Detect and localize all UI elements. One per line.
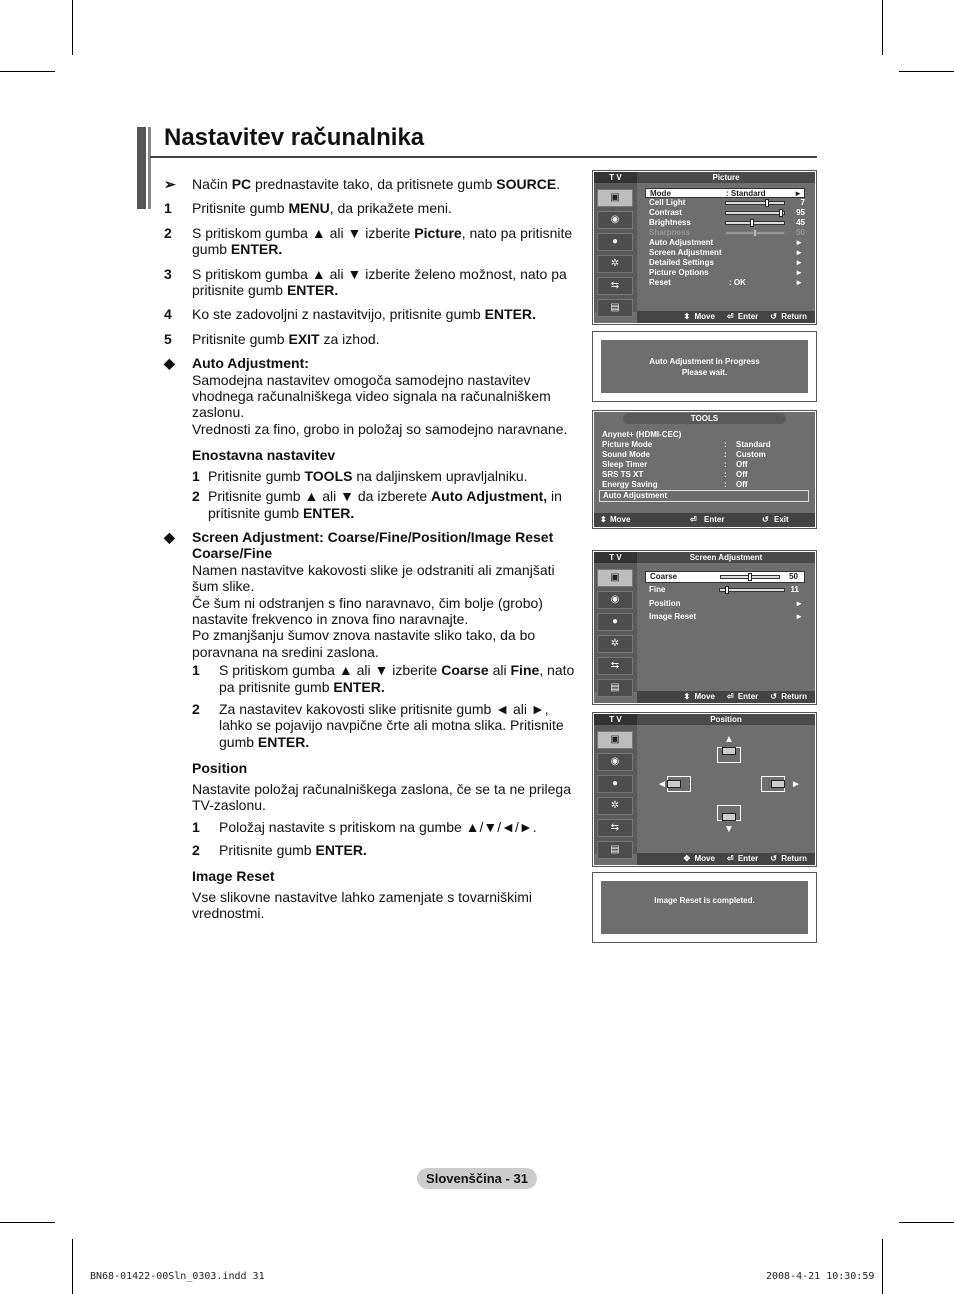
row-number: 45 (796, 218, 805, 227)
enter-icon: ⏎ (726, 692, 734, 701)
step-text: S pritiskom gumba ▲ ali ▼ izberite (219, 662, 442, 679)
step-bold: Auto Adjustment, (431, 488, 548, 505)
step-bold: ENTER. (230, 241, 283, 258)
row-label: Mode (650, 189, 671, 198)
step-text: Pritisnite gumb (192, 330, 289, 347)
screen-adjustment-screenshot (592, 550, 817, 705)
return-icon: ↺ (770, 854, 777, 863)
title-rule (150, 156, 817, 158)
menu-row (649, 238, 805, 248)
menu-row (649, 248, 805, 258)
arrow-right-icon: ► (791, 779, 801, 790)
intro-bold: PC (231, 176, 252, 192)
return-icon: ↺ (762, 515, 769, 524)
position-box-left (667, 776, 691, 792)
crop-mark (882, 1239, 883, 1294)
channel-tab-icon: ● (597, 775, 633, 793)
section-body: Namen nastavitve kakovosti slike je odstraniti ali zmanjšati šum slike. (192, 561, 555, 595)
crop-mark (882, 0, 883, 55)
input-tab-icon: ⇆ (597, 657, 633, 675)
row-colon: : (724, 460, 727, 469)
step-number: 1 (192, 467, 200, 484)
osd-tv-label: T V (594, 714, 637, 725)
diamond-bullet-icon: ◆ (164, 528, 175, 545)
message-panel (601, 881, 808, 934)
slider-knob (779, 209, 783, 217)
footer-move: Move (694, 312, 715, 321)
row-value: : OK (729, 278, 746, 287)
row-arrow-icon: ► (795, 268, 803, 277)
picture-tab-icon: ▣ (597, 731, 633, 749)
step-text: Pritisnite gumb (219, 841, 316, 858)
tools-menu-screenshot (592, 410, 817, 529)
row-number: 50 (789, 572, 798, 581)
osd-title: Screen Adjustment (637, 552, 815, 563)
slider-knob (748, 573, 752, 581)
step-text: Pritisnite gumb (192, 200, 289, 217)
menu-row-coarse (645, 571, 805, 583)
crop-mark (72, 1239, 73, 1294)
osd-title: Position (637, 714, 815, 725)
step (164, 306, 579, 322)
setup-tab-icon: ✲ (597, 635, 633, 653)
position-screen-icon (722, 747, 736, 755)
crop-mark (0, 71, 55, 72)
message-line: Image Reset is completed. (654, 896, 755, 905)
step-text: na daljinskem upravljalniku. (352, 467, 528, 484)
position-box-down (717, 805, 741, 821)
slider-track (725, 201, 785, 205)
step-bold: ENTER. (484, 306, 536, 323)
tools-row (602, 470, 807, 480)
page-title: Nastavitev računalnika (164, 124, 425, 151)
message-panel (601, 340, 808, 393)
menu-row (649, 268, 805, 278)
menu-row (649, 258, 805, 268)
step-bold: ENTER. (333, 678, 385, 695)
sound-tab-icon: ◉ (597, 753, 633, 771)
row-label: Energy Saving (602, 480, 658, 489)
section-body: Po zmanjšanju šumov znova nastavite sliko tako, da bo poravnana na sredini zaslona. (192, 627, 536, 660)
instructions (164, 176, 579, 929)
step-number: 2 (192, 488, 200, 505)
crop-mark (899, 1222, 954, 1223)
footer-enter: Enter (737, 312, 759, 321)
row-number: 11 (790, 585, 799, 594)
row-number: 7 (800, 198, 805, 207)
step-bold: Fine (510, 662, 540, 679)
tools-row (602, 440, 807, 450)
step-bold: ENTER. (315, 841, 367, 858)
row-number: 95 (796, 208, 805, 217)
subsection-heading: Image Reset (192, 868, 275, 885)
step-bold: Coarse (441, 662, 489, 679)
footer-enter: Enter (737, 854, 759, 863)
position-screenshot (592, 712, 817, 867)
row-label: Auto Adjustment (603, 491, 668, 500)
menu-row (649, 278, 805, 288)
row-value: Custom (736, 450, 766, 459)
row-label: Picture Mode (602, 440, 653, 449)
step-text: Pritisnite gumb (208, 467, 305, 484)
step-text: Za nastavitev kakovosti slike pritisnite gumb ◄ ali ►, lahko se pojavijo navpične črte ali motna slika. Pritisnite gumb (219, 700, 564, 750)
step-text: , da prikažete meni. (329, 200, 452, 217)
osd-tv-label: T V (594, 552, 637, 563)
arrow-up-icon: ▲ (724, 734, 734, 745)
row-colon: : (724, 480, 727, 489)
row-label: Brightness (649, 218, 691, 227)
menu-row-mode (645, 188, 805, 198)
application-tab-icon: ▤ (597, 841, 633, 859)
slider-track (725, 211, 785, 215)
slider-knob (725, 586, 729, 594)
step-bold: ENTER. (302, 504, 355, 521)
enter-icon: ⏎ (726, 854, 734, 863)
tools-row (602, 430, 807, 440)
move-icon: ⬍ (683, 312, 691, 321)
step-number: 1 (164, 200, 172, 217)
sub-step (192, 819, 579, 835)
subsection-heading: Coarse/Fine (192, 545, 273, 562)
row-value: Off (736, 470, 748, 479)
position-screen-icon (722, 813, 736, 821)
subsection-heading: Enostavna nastavitev (192, 447, 336, 464)
step-number: 1 (192, 819, 200, 836)
tools-title: TOOLS (623, 413, 786, 424)
step-text: S pritiskom gumba ▲ ali ▼ izberite želeno možnost, nato pa pritisnite gumb (192, 265, 567, 299)
osd-footer (637, 853, 815, 865)
intro-bold: SOURCE (496, 176, 557, 192)
row-value: : Standard (726, 189, 766, 198)
sub-step (192, 468, 579, 484)
row-label: Reset (649, 278, 671, 287)
step-number: 5 (164, 330, 172, 347)
row-value: Off (736, 460, 748, 469)
tools-row (602, 480, 807, 490)
crop-mark (0, 1222, 55, 1223)
menu-row-position (649, 599, 805, 609)
osd-footer (637, 311, 815, 323)
arrow-bullet-icon: ➢ (164, 176, 176, 192)
step-bold: Picture (414, 224, 462, 241)
print-footer-file: BN68-01422-00Sln_0303.indd 31 (90, 1271, 265, 1282)
sound-tab-icon: ◉ (597, 211, 633, 229)
row-arrow-icon: ► (795, 248, 803, 257)
position-screen-icon (667, 780, 681, 788)
slider-track (725, 231, 785, 235)
step-text: Ko ste zadovoljni z nastavitvijo, pritisnite gumb (192, 306, 485, 323)
menu-row-image-reset (649, 612, 805, 622)
footer-move: Move (694, 854, 715, 863)
row-value: Standard (736, 440, 771, 449)
input-tab-icon: ⇆ (597, 277, 633, 295)
step-text: S pritiskom gumba ▲ ali ▼ izberite (192, 224, 415, 241)
row-label: Screen Adjustment (649, 248, 722, 257)
footer-move: Move (694, 692, 715, 701)
position-box-right (761, 776, 785, 792)
crop-mark (72, 0, 73, 55)
row-number: 50 (796, 228, 805, 237)
row-arrow-icon: ► (795, 612, 803, 621)
step-number: 2 (192, 841, 200, 858)
step-text: Pritisnite gumb ▲ ali ▼ da izberete (208, 488, 432, 505)
step-bold: MENU (288, 200, 330, 217)
step-text: ali (488, 662, 511, 679)
section-body: Nastavite položaj računalniškega zaslona, če se ta ne prilega TV-zaslonu. (192, 780, 572, 813)
slider-knob (753, 229, 757, 237)
step-number: 4 (164, 306, 172, 323)
message-line: Please wait. (681, 367, 728, 377)
row-colon: : (724, 440, 727, 449)
step-text: in pritisnite gumb (208, 488, 562, 521)
intro-note (164, 176, 579, 192)
arrow-down-icon: ▼ (724, 824, 734, 835)
row-colon: : (724, 450, 727, 459)
row-label: Cell Light (649, 198, 686, 207)
application-tab-icon: ▤ (597, 679, 633, 697)
row-label: Detailed Settings (649, 258, 714, 267)
move-icon: ⬍ (600, 515, 607, 524)
step (164, 266, 579, 299)
row-label: Position (649, 599, 681, 608)
menu-row-fine (649, 585, 805, 595)
diamond-bullet-icon: ◆ (164, 355, 175, 372)
footer-return: Return (781, 692, 807, 701)
step-bold: ENTER. (257, 733, 310, 750)
section-heading: Screen Adjustment: Coarse/Fine/Position/Image Reset (192, 528, 554, 545)
row-label: Auto Adjustment (649, 238, 714, 247)
row-label: Picture Options (649, 268, 709, 277)
slider-knob (750, 219, 754, 227)
tools-footer (594, 513, 815, 527)
row-label: SRS TS XT (602, 470, 644, 479)
menu-row-slider (649, 198, 805, 208)
sub-step (192, 662, 579, 695)
intro-text: . (556, 176, 561, 192)
position-box-up (717, 747, 741, 763)
screen-adjustment-section (164, 529, 579, 922)
auto-adjustment-section (164, 355, 579, 521)
picture-tab-icon: ▣ (597, 189, 633, 207)
step-text: Položaj nastavite s pritiskom na gumbe ▲/▼/◄/►. (219, 819, 537, 836)
position-screen-icon (771, 780, 785, 788)
step-bold: TOOLS (304, 467, 353, 484)
row-label: Coarse (650, 572, 678, 581)
menu-row-slider (649, 218, 805, 228)
enter-icon: ⏎ (690, 515, 697, 524)
slider-knob (765, 199, 769, 207)
page-number-label: Slovenščina - 31 (417, 1168, 537, 1189)
step-number: 3 (164, 265, 172, 282)
slider-track (719, 588, 785, 592)
slider-track (720, 575, 780, 579)
footer-return: Return (781, 854, 807, 863)
tools-row-selected (599, 490, 809, 502)
footer-return: Return (781, 312, 807, 321)
section-body: Vse slikovne nastavitve lahko zamenjate s tovarniškimi vrednostmi. (192, 888, 533, 922)
intro-text: prednastavite tako, da pritisnete gumb (251, 176, 497, 192)
row-arrow-icon: ► (794, 189, 802, 198)
channel-tab-icon: ● (597, 233, 633, 251)
print-footer-date: 2008-4-21 10:30:59 (766, 1271, 875, 1282)
crop-mark (899, 71, 954, 72)
image-reset-message-screenshot (592, 872, 817, 943)
return-icon: ↺ (770, 312, 777, 321)
osd-footer (637, 691, 815, 703)
step-number: 2 (164, 224, 172, 241)
row-label: Fine (649, 585, 666, 594)
row-label: Contrast (649, 208, 682, 217)
row-label: Sound Mode (602, 450, 650, 459)
menu-row-slider (649, 208, 805, 218)
auto-adjust-message-screenshot (592, 331, 817, 402)
step (164, 331, 579, 347)
row-label: Sharpness (649, 228, 690, 237)
move-all-icon: ✥ (683, 854, 691, 863)
message-line: Auto Adjustment in Progress (649, 356, 760, 366)
row-arrow-icon: ► (795, 258, 803, 267)
setup-tab-icon: ✲ (597, 797, 633, 815)
tools-row (602, 450, 807, 460)
picture-tab-icon: ▣ (597, 569, 633, 587)
footer-enter: Enter (704, 515, 725, 524)
row-arrow-icon: ► (795, 278, 803, 287)
step-text: , nato pa pritisnite gumb (219, 662, 575, 695)
subsection-heading: Position (192, 760, 248, 777)
section-heading: Auto Adjustment: (192, 355, 309, 372)
menu-row-slider (649, 228, 805, 238)
input-tab-icon: ⇆ (597, 819, 633, 837)
step (164, 225, 579, 258)
step-bold: ENTER. (286, 282, 339, 299)
sub-step (192, 488, 579, 521)
move-icon: ⬍ (683, 692, 691, 701)
sub-step (192, 842, 579, 858)
return-icon: ↺ (770, 692, 777, 701)
step-text: , nato pa pritisnite gumb (192, 224, 573, 258)
arrow-left-icon: ◄ (657, 779, 667, 790)
setup-tab-icon: ✲ (597, 255, 633, 273)
step (164, 200, 579, 216)
picture-menu-screenshot (592, 170, 817, 325)
section-body: Če šum ni odstranjen s fino naravnavo, čim bolje (grobo) nastavite frekvenco in znova fino naravnajte. (192, 594, 543, 627)
footer-move: Move (610, 515, 631, 524)
row-arrow-icon: ► (795, 599, 803, 608)
step-text: za izhod. (319, 330, 380, 347)
osd-tv-label: T V (594, 172, 637, 183)
tools-row (602, 460, 807, 470)
application-tab-icon: ▤ (597, 299, 633, 317)
enter-icon: ⏎ (726, 312, 734, 321)
section-body: Vrednosti za fino, grobo in položaj so samodejno naravnane. (192, 420, 568, 437)
osd-title: Picture (637, 172, 815, 183)
row-label: Sleep Timer (602, 460, 648, 469)
row-label: Image Reset (649, 612, 697, 621)
sound-tab-icon: ◉ (597, 591, 633, 609)
sub-step (192, 701, 579, 750)
footer-exit: Exit (774, 515, 789, 524)
row-label: Anynet+ (HDMI-CEC) (602, 430, 682, 439)
section-bar-accent (148, 127, 151, 209)
step-bold: EXIT (288, 330, 320, 347)
step-number: 2 (192, 700, 200, 717)
channel-tab-icon: ● (597, 613, 633, 631)
section-bar (137, 127, 146, 209)
section-body: Samodejna nastavitev omogoča samodejno nastavitev vhodnega računalniškega video signala na računalniškem zaslonu. (192, 371, 551, 421)
footer-enter: Enter (737, 692, 759, 701)
step-number: 1 (192, 662, 200, 679)
row-colon: : (724, 470, 727, 479)
intro-text: Način (192, 176, 232, 192)
row-arrow-icon: ► (795, 238, 803, 247)
row-value: Off (736, 480, 748, 489)
slider-track (725, 221, 785, 225)
